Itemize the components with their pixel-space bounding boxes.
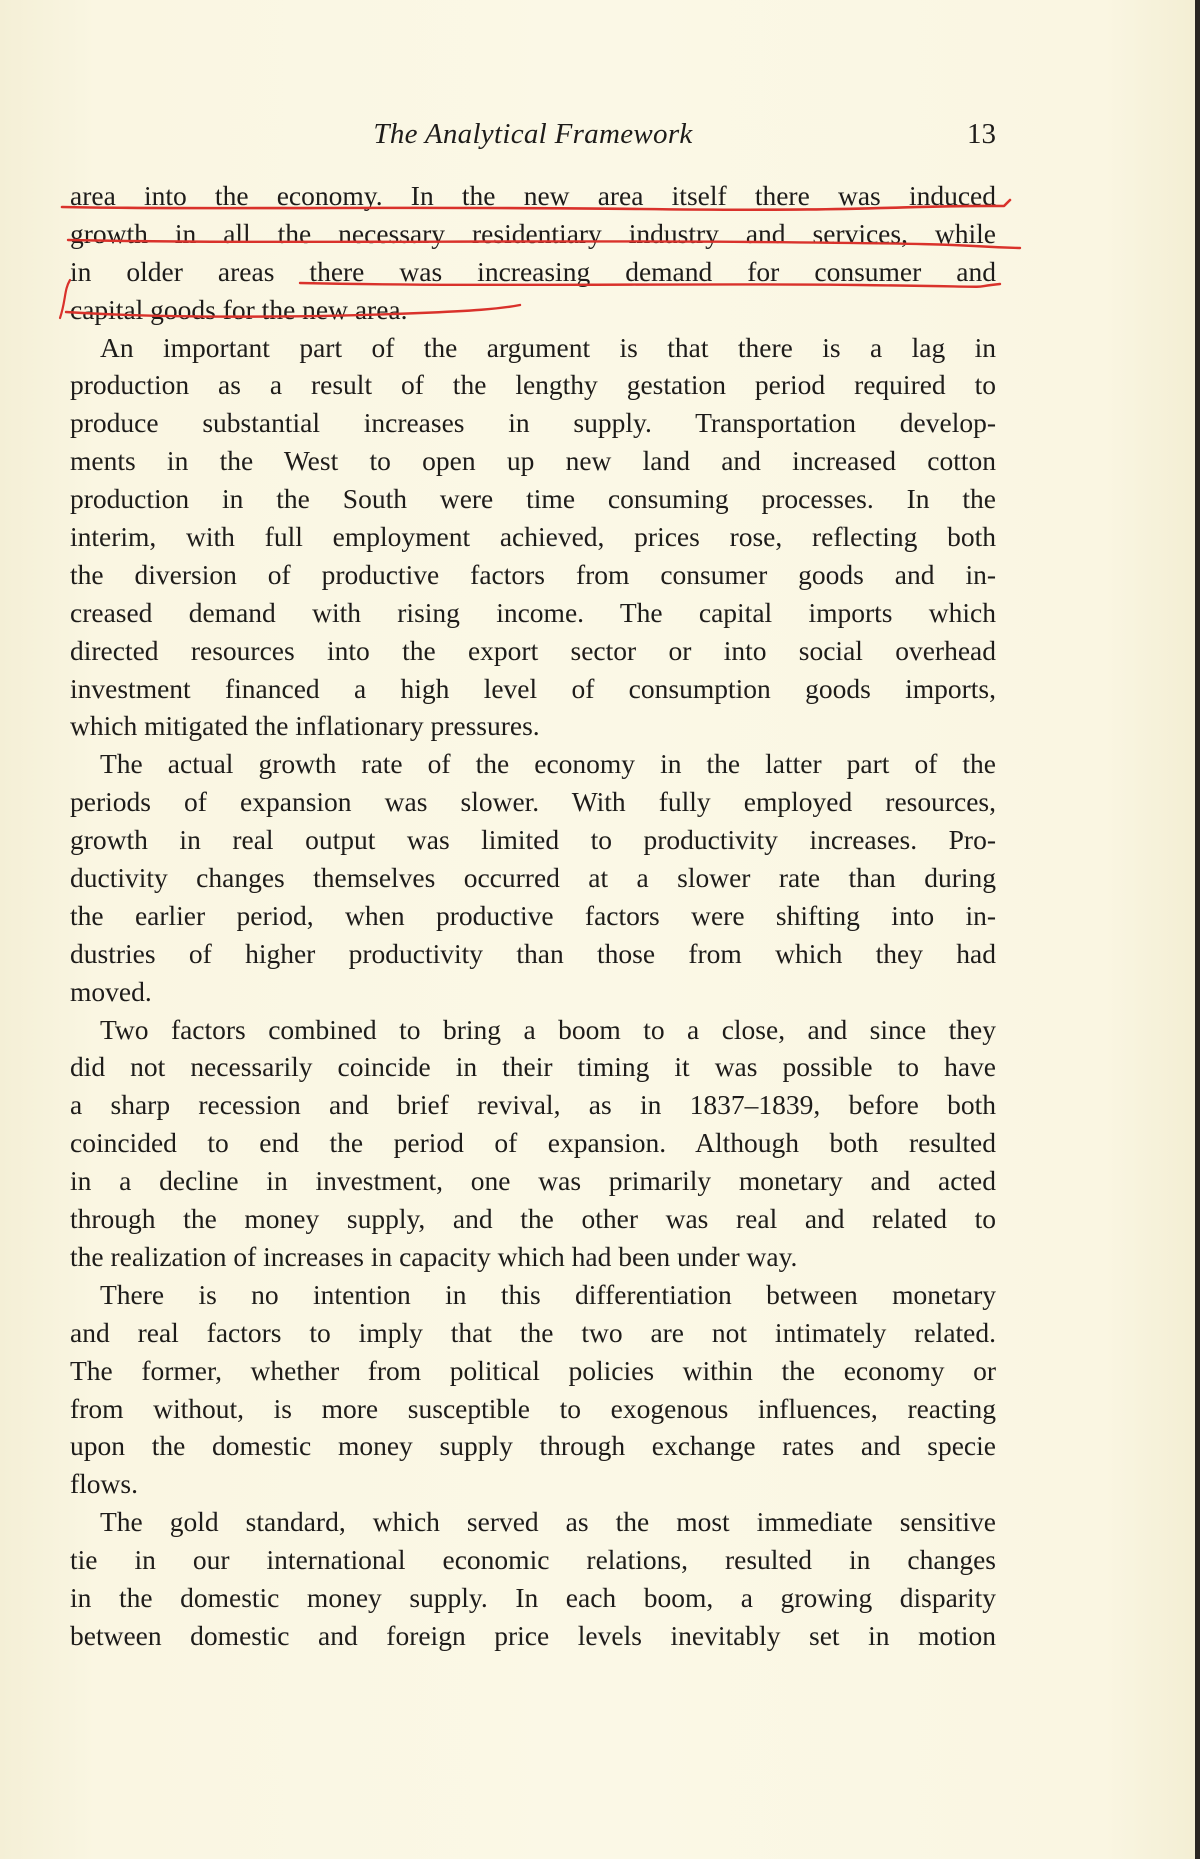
text-line: The actual growth rate of the economy in the latter part of the	[100, 748, 996, 780]
text-line: through the money supply, and the other was real and related to	[70, 1203, 996, 1235]
text-line: flows.	[70, 1468, 138, 1500]
text-line: Two factors combined to bring a boom to a close, and since they	[100, 1013, 996, 1045]
text-line: directed resources into the export sector or into social overhead	[70, 634, 996, 666]
text-line: and real factors to imply that the two are not intimately related.	[70, 1316, 996, 1348]
text-line: interim, with full employment achieved, prices rose, reflecting both	[70, 521, 996, 553]
text-line: periods of expansion was slower. With fully employed resources,	[70, 786, 996, 818]
text-line: upon the domestic money supply through exchange rates and specie	[70, 1430, 996, 1462]
text-line: which mitigated the inflationary pressures.	[70, 710, 540, 742]
running-title: The Analytical Framework	[373, 118, 693, 150]
text-line: growth in all the necessary residentiary industry and services, while	[70, 217, 996, 249]
page-header	[70, 118, 996, 158]
text-line: produce substantial increases in supply. Transportation develop-	[70, 407, 996, 439]
text-line: production in the South were time consuming processes. In the	[70, 483, 996, 515]
text-line: the earlier period, when productive factors were shifting into in-	[70, 899, 996, 931]
text-line: in a decline in investment, one was primarily monetary and acted	[70, 1165, 996, 1197]
text-line: from without, is more susceptible to exogenous influences, reacting	[70, 1392, 996, 1424]
text-line: ductivity changes themselves occurred at a slower rate than during	[70, 862, 996, 894]
text-line: in older areas there was increasing demand for consumer and	[70, 255, 996, 287]
text-line: production as a result of the lengthy gestation period required to	[70, 369, 996, 401]
text-line: the diversion of productive factors from consumer goods and in-	[70, 558, 996, 590]
text-line: did not necessarily coincide in their timing it was possible to have	[70, 1051, 996, 1083]
text-line: coincided to end the period of expansion. Although both resulted	[70, 1127, 996, 1159]
body-text	[70, 177, 996, 1655]
text-line: The former, whether from political policies within the economy or	[70, 1354, 996, 1386]
text-line: An important part of the argument is that there is a lag in	[100, 331, 996, 363]
text-line: dustries of higher productivity than those from which they had	[70, 937, 996, 969]
text-line: capital goods for the new area.	[70, 293, 408, 325]
text-line: growth in real output was limited to productivity increases. Pro-	[70, 824, 996, 856]
text-line: in the domestic money supply. In each boom, a growing disparity	[70, 1581, 996, 1613]
text-line: investment financed a high level of consumption goods imports,	[70, 672, 996, 704]
text-line: moved.	[70, 975, 152, 1007]
text-line: The gold standard, which served as the most immediate sensitive	[100, 1506, 996, 1538]
text-line: a sharp recession and brief revival, as in 1837–1839, before both	[70, 1089, 996, 1121]
margin-hook-stroke	[60, 280, 70, 318]
scan-edge	[1195, 0, 1200, 1859]
text-line: There is no intention in this differentiation between monetary	[100, 1278, 996, 1310]
text-line: ments in the West to open up new land and increased cotton	[70, 445, 996, 477]
text-line: the realization of increases in capacity which had been under way.	[70, 1240, 798, 1272]
text-line: tie in our international economic relations, resulted in changes	[70, 1544, 996, 1576]
text-line: between domestic and foreign price levels inevitably set in motion	[70, 1619, 996, 1651]
page-number: 13	[967, 118, 996, 150]
text-line: area into the economy. In the new area itself there was induced	[70, 180, 996, 211]
text-line: creased demand with rising income. The capital imports which	[70, 596, 996, 628]
